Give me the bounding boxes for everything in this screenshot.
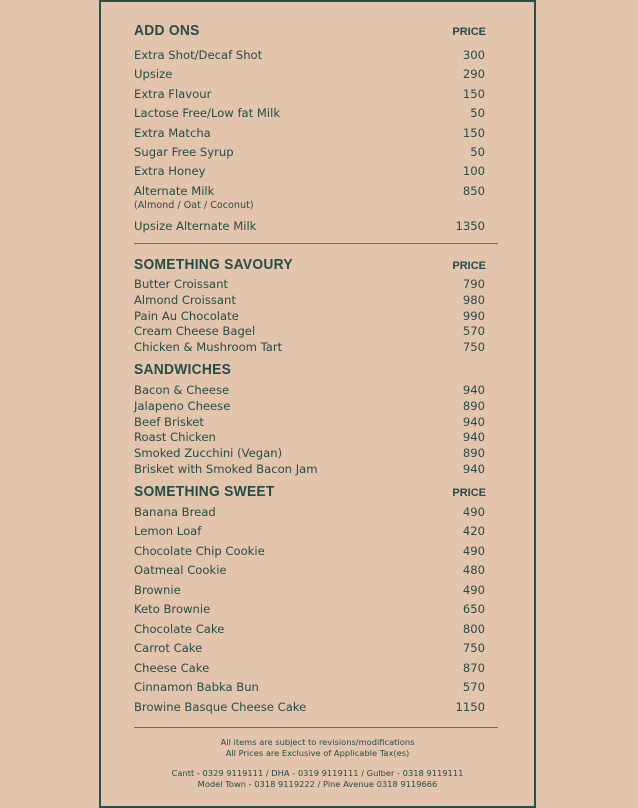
menu-item [134, 503, 486, 521]
savoury-header [134, 256, 486, 273]
menu-item [134, 581, 486, 599]
footer-note-1: All items are subject to revisions/modifications [220, 737, 415, 747]
sandwiches-header [134, 361, 486, 378]
price-label: PRICE [452, 26, 486, 38]
item-name: Brownie [134, 582, 181, 597]
item-name: Banana Bread [134, 505, 216, 519]
menu-item [134, 542, 486, 560]
item-name: Chocolate Chip Cookie [134, 543, 265, 558]
item-name: Cinnamon Babka Bun [134, 680, 259, 695]
item-price: 940 [462, 414, 485, 429]
menu-item [134, 561, 486, 579]
item-price: 650 [462, 602, 485, 617]
footer-contacts-1: Cantt - 0329 9119111 / DHA - 0319 9119111 / Gulber - 0318 9119111 [171, 768, 464, 778]
item-price: 50 [470, 145, 485, 159]
item-price: 790 [462, 277, 485, 291]
item-price: 750 [462, 641, 485, 656]
item-name: Lemon Loaf [134, 524, 202, 539]
item-name: Lactose Free/Low fat Milk [134, 106, 281, 121]
item-price: 1350 [455, 219, 485, 233]
footer-divider [134, 727, 498, 728]
item-price: 870 [462, 660, 485, 675]
item-name: Upsize [134, 67, 173, 82]
section-title: ADD ONS [134, 22, 200, 39]
footer-contacts-2: Model Town - 0318 9119222 / Pine Avenue 0318 9119666 [197, 779, 438, 789]
item-name: Brisket with Smoked Bacon Jam [134, 462, 318, 476]
menu-item [134, 124, 486, 142]
item-price: 480 [462, 563, 485, 578]
item-name: Bacon & Cheese [134, 383, 230, 397]
section-title: SOMETHING SWEET [134, 483, 275, 500]
section-divider [134, 243, 498, 244]
menu-item [134, 639, 486, 657]
item-name: Extra Shot/Decaf Shot [134, 48, 263, 62]
item-price: 490 [462, 543, 485, 558]
item-name: Almond Croissant [134, 292, 236, 307]
menu-item [134, 600, 486, 618]
item-price: 570 [462, 680, 485, 695]
add-ons-header [134, 22, 486, 39]
alternate-milk-note: (Almond / Oat / Coconut) [134, 200, 254, 211]
item-price: 800 [462, 621, 485, 636]
menu-item [134, 85, 486, 103]
menu-item [134, 162, 486, 180]
item-price: 150 [462, 125, 485, 140]
item-price: 940 [462, 430, 485, 445]
menu-item [134, 659, 486, 677]
item-name: Carrot Cake [134, 641, 203, 656]
item-name: Cream Cheese Bagel [134, 324, 256, 339]
item-price: 570 [462, 324, 485, 339]
menu-item [134, 182, 486, 200]
item-name: Roast Chicken [134, 430, 216, 445]
item-price: 990 [462, 308, 485, 323]
item-name: Alternate Milk [134, 183, 215, 198]
item-price: 420 [462, 524, 485, 539]
item-name: Upsize Alternate Milk [134, 219, 257, 233]
item-price: 50 [470, 106, 485, 121]
menu-item [134, 143, 486, 161]
item-name: Jalapeno Cheese [134, 398, 231, 413]
item-price: 940 [462, 462, 485, 476]
item-name: Keto Brownie [134, 602, 211, 617]
item-price: 490 [462, 582, 485, 597]
menu-item [134, 65, 486, 83]
item-name: Chocolate Cake [134, 621, 225, 636]
menu-item [134, 217, 486, 235]
item-name: Extra Matcha [134, 125, 211, 140]
section-title: SOMETHING SAVOURY [134, 256, 293, 273]
item-price: 750 [462, 340, 485, 355]
item-name: Oatmeal Cookie [134, 563, 227, 578]
item-price: 290 [462, 67, 485, 82]
item-price: 850 [462, 183, 485, 198]
menu-item [134, 46, 486, 64]
price-label: PRICE [452, 260, 486, 272]
item-name: Cheese Cake [134, 660, 210, 675]
menu-item [134, 678, 486, 696]
item-price: 150 [462, 86, 485, 101]
item-name: Extra Flavour [134, 86, 212, 101]
item-name: Pain Au Chocolate [134, 308, 239, 323]
price-label: PRICE [452, 487, 486, 499]
item-name: Browine Basque Cheese Cake [134, 699, 307, 714]
item-price: 300 [462, 48, 485, 62]
menu-item [134, 522, 486, 540]
item-price: 1150 [455, 699, 485, 714]
item-price: 100 [462, 164, 485, 179]
menu-item [134, 104, 486, 122]
item-price: 940 [462, 383, 485, 397]
item-price: 490 [462, 505, 485, 519]
item-price: 890 [462, 446, 485, 461]
menu-item [134, 698, 486, 716]
item-name: Extra Honey [134, 164, 206, 179]
item-name: Butter Croissant [134, 277, 228, 291]
footer-note-2: All Prices are Exclusive of Applicable Tax(es) [225, 748, 410, 758]
item-name: Chicken & Mushroom Tart [134, 340, 283, 355]
menu-item [134, 338, 486, 356]
item-name: Beef Brisket [134, 414, 204, 429]
menu-item [134, 620, 486, 638]
item-name: Smoked Zucchini (Vegan) [134, 446, 283, 461]
section-title: SANDWICHES [134, 361, 232, 378]
item-price: 890 [462, 398, 485, 413]
item-name: Sugar Free Syrup [134, 145, 234, 159]
sweet-header [134, 483, 486, 500]
item-price: 980 [462, 292, 485, 307]
menu-item [134, 460, 486, 478]
